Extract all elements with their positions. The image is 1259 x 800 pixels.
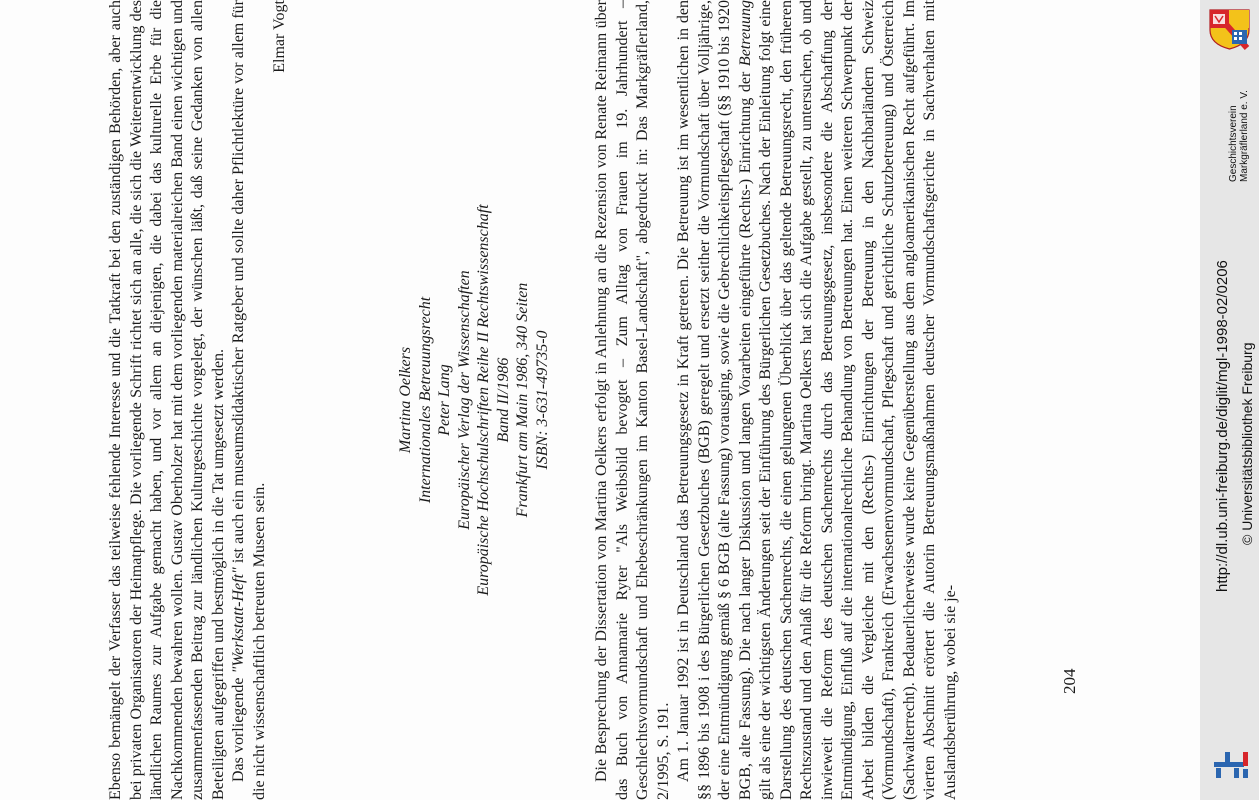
book-editor: Peter Lang [436, 364, 453, 436]
signature: Elmar Vogt [271, 0, 288, 73]
book-author: Martina Oelkers [397, 346, 414, 454]
book-place: Frankfurt am Main 1986, 340 Seiten [514, 282, 531, 518]
paragraph: Ebenso bemängelt der Verfasser das teilweise fehlende Interesse und die Tatkraft bei den zuständigen Behörden, aber auch bei privaten Organisatoren der Heimatpflege. Die vorliegende Schrift richtet sich an alle, die sich die Weiterentwicklung des ländlichen Raumes zur Aufgabe gemacht haben, und vor allem an diejenigen, die dabei das kulturelle Erbe für die Nachkommenden bewahren wollen. Gustav Oberholzer hat mit dem vorliegenden materialreichen Band einen wichtigen und zusammenfassenden Beitrag zur ländlichen Kulturgeschichte vorgelegt, der wünschen läßt, daß seine Gedanken von allen Beteiligten aufgegriffen und bestmöglich in die Tat umgesetzt werden. [107, 0, 227, 800]
review-body [592, 0, 961, 800]
paragraph: Die Besprechung der Dissertation von Martina Oelkers erfolgt in Anlehnung an die Rezension von Renate Reimann über das Buch von Annamarie Ryter "Als Weibsbild bevogtet – Zum Alltag von Frauen im 19. Jahrhundert – Geschlechtsvormundschaft und Ehebeschränkungen im Kanton Basel-Landschaft", abgedruckt in: Das Markgräflerland, 2/1995, S. 191. [593, 0, 672, 800]
org-name: Geschichtsverein Markgräflerland e. V. [1228, 90, 1250, 182]
book-series: Europäische Hochschulschriften Reihe II Rechtswissenschaft [475, 204, 492, 596]
copyright-text: © Universitätsbibliothek Freiburg [1239, 342, 1255, 545]
review-end-paragraphs [106, 0, 291, 800]
book-publisher: Europäischer Verlag der Wissenschaften [455, 270, 473, 530]
paragraph: Das vorliegende "Werkstatt-Heft" ist auch ein museumsdidaktischer Ratgeber und sollte daher Pflichtlektüre vor allem für die nicht wissenschaftlich betreuten Museen sein. [230, 0, 268, 800]
page-number: 204 [1060, 668, 1079, 694]
coat-of-arms-icon [1207, 8, 1252, 50]
library-logo-icon [1210, 748, 1252, 782]
italic-title: "Werkstatt-Heft" [230, 567, 247, 674]
book-title: Internationales Betreuungsrecht [416, 296, 434, 504]
paragraph: Am 1. Januar 1992 ist in Deutschland das Betreuungsgesetz in Kraft getreten. Die Betreuung ist im wesentlichen in den §§ 1896 bis 1908 i des Bürgerlichen Gesetzbuches (BGB) geregelt und ersetzt seither die Vormundschaft über Volljährige, der eine Entmündigung gemäß § 6 BGB (alte Fassung) vorausging, sowie die Gebrechlichkeitspflegschaft (§§ 1910 bis 1920 BGB, alte Fassung). Die nach langer Diskussion und langen Vorarbeiten eingeführte (Rechts-) Einrichtung der Betreuung gilt als eine der wichtigsten Änderungen seit der Einführung des Bürgerlichen Gesetzbuches. Nach der Einleitung folgt eine Darstellung des deutschen Sachenrechts, die einen gelungenen Überblick über das geltende Betreuungsrecht, den früheren Rechtszustand und den Anlaß für die Reform bringt. Martina Oelkers hat sich die Aufgabe gestellt, zu untersuchen, ob und inwieweit die Reform des deutschen Sachenrechts durch das Betreuungsgesetz, insbesondere die Abschaffung der Entmündigung, Einfluß auf die internationalrechtliche Behandlung von Betreuungen hat. Einen weiteren Schwerpunkt der Arbeit bilden die Vergleiche mit den (Rechts-) Einrichtungen der Betreuung in den Nachbarländern Schweiz (Vormundschaft), Frankreich (Erwachsenenvormundschaft, Pflegschaft und gerichtliche Schutzbetreuung) und Österreich (Sachwalterrecht). Bedauerlicherweise wurde keine Gegenüberstellung aus dem angloamerikanischen Recht aufgeführt. Im vierten Abschnitt erörtert die Autorin Betreuungsmaßnahmen deutscher Vormundschaftsgerichte in Sachverhalten mit Auslandsberührung, wobei sie je- [675, 0, 959, 800]
book-volume: Band II/1986 [494, 357, 512, 443]
book-citation [396, 0, 552, 800]
source-url-link[interactable]: http://dl.ub.uni-freiburg.de/diglit/mgl-1998-02/0206 [1214, 260, 1231, 592]
italic-term: Betreuung [736, 0, 754, 67]
book-isbn: ISBN: 3-631-49735-0 [533, 330, 551, 470]
